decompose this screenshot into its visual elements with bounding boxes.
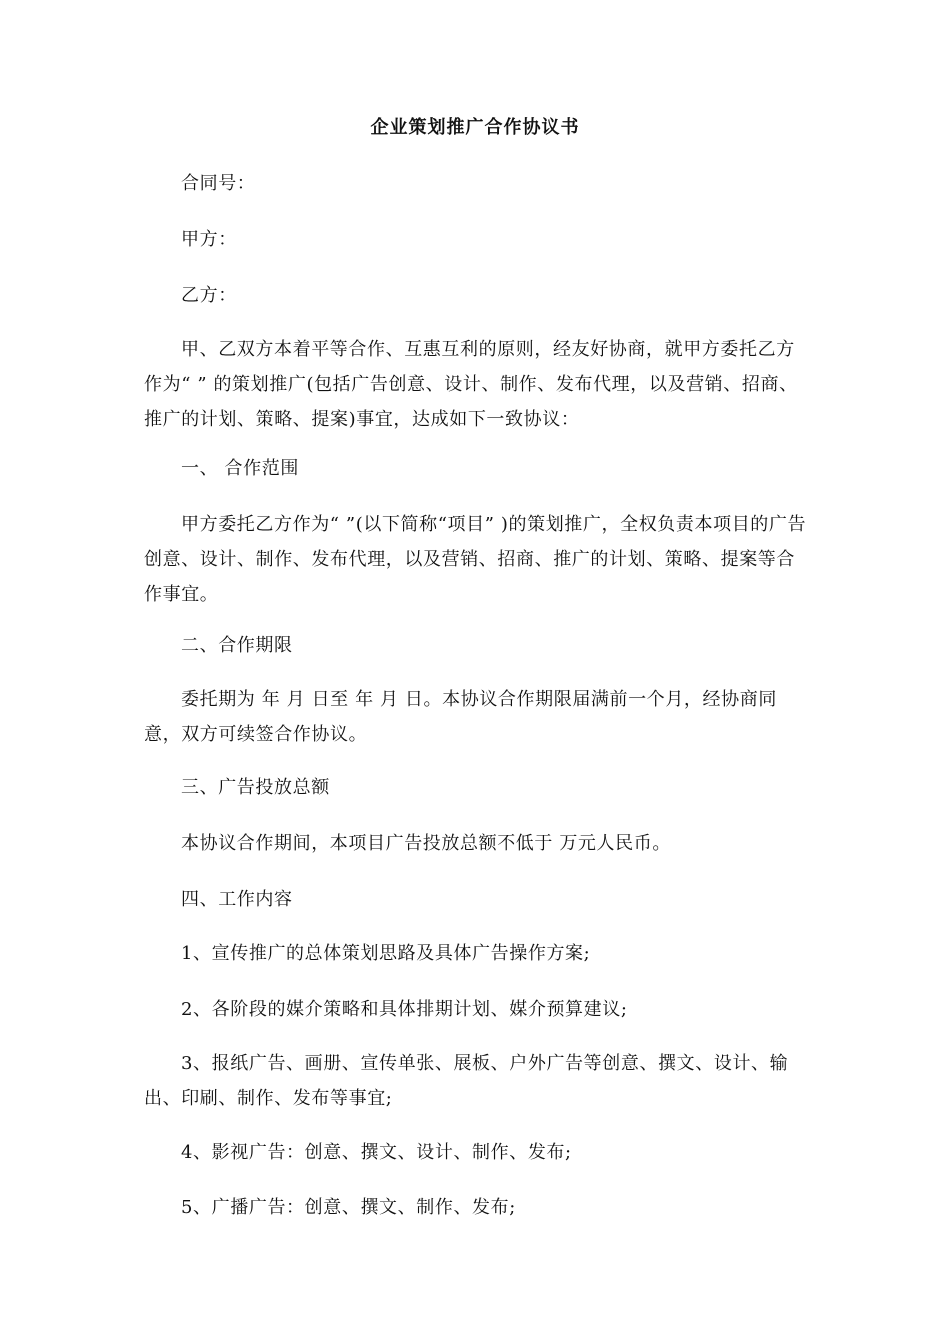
list-item: 3、报纸广告、画册、宣传单张、展板、户外广告等创意、撰文、设计、输出、印刷、制作、发布等事宜; [144, 1053, 789, 1109]
contract-number-field: 合同号： [181, 173, 256, 194]
section-heading-1: 一、 合作范围 [181, 458, 299, 479]
party-b-field: 乙方： [181, 285, 237, 306]
section-body-1: 甲方委托乙方作为“ ”(以下简称“项目” )的策划推广，全权负责本项目的广告创意、设计、制作、发布代理，以及营销、招商、推广的计划、策略、提案等合作事宜。 [144, 514, 807, 605]
section-heading-2: 二、合作期限 [181, 635, 293, 656]
section-body-3: 本协议合作期间，本项目广告投放总额不低于 万元人民币。 [181, 833, 671, 854]
list-item: 5、广播广告：创意、撰文、制作、发布; [181, 1197, 516, 1218]
section-heading-4: 四、工作内容 [181, 889, 293, 910]
section-heading-3: 三、广告投放总额 [181, 777, 330, 798]
list-item: 1、宣传推广的总体策划思路及具体广告操作方案; [181, 943, 591, 964]
party-a-field: 甲方： [181, 229, 237, 250]
document-title: 企业策划推广合作协议书 [370, 117, 580, 138]
list-item: 4、影视广告：创意、撰文、设计、制作、发布; [181, 1142, 572, 1163]
intro-paragraph: 甲、乙双方本着平等合作、互惠互利的原则，经友好协商，就甲方委托乙方作为“ ” 的策划推广(包括广告创意、设计、制作、发布代理，以及营销、招商、推广的计划、策略、提案)事宜，达成如下一致协议： [144, 339, 798, 430]
list-item: 2、各阶段的媒介策略和具体排期计划、媒介预算建议; [181, 999, 628, 1020]
section-body-2: 委托期为 年 月 日至 年 月 日。本协议合作期限届满前一个月，经协商同意，双方可续签合作协议。 [144, 689, 777, 745]
